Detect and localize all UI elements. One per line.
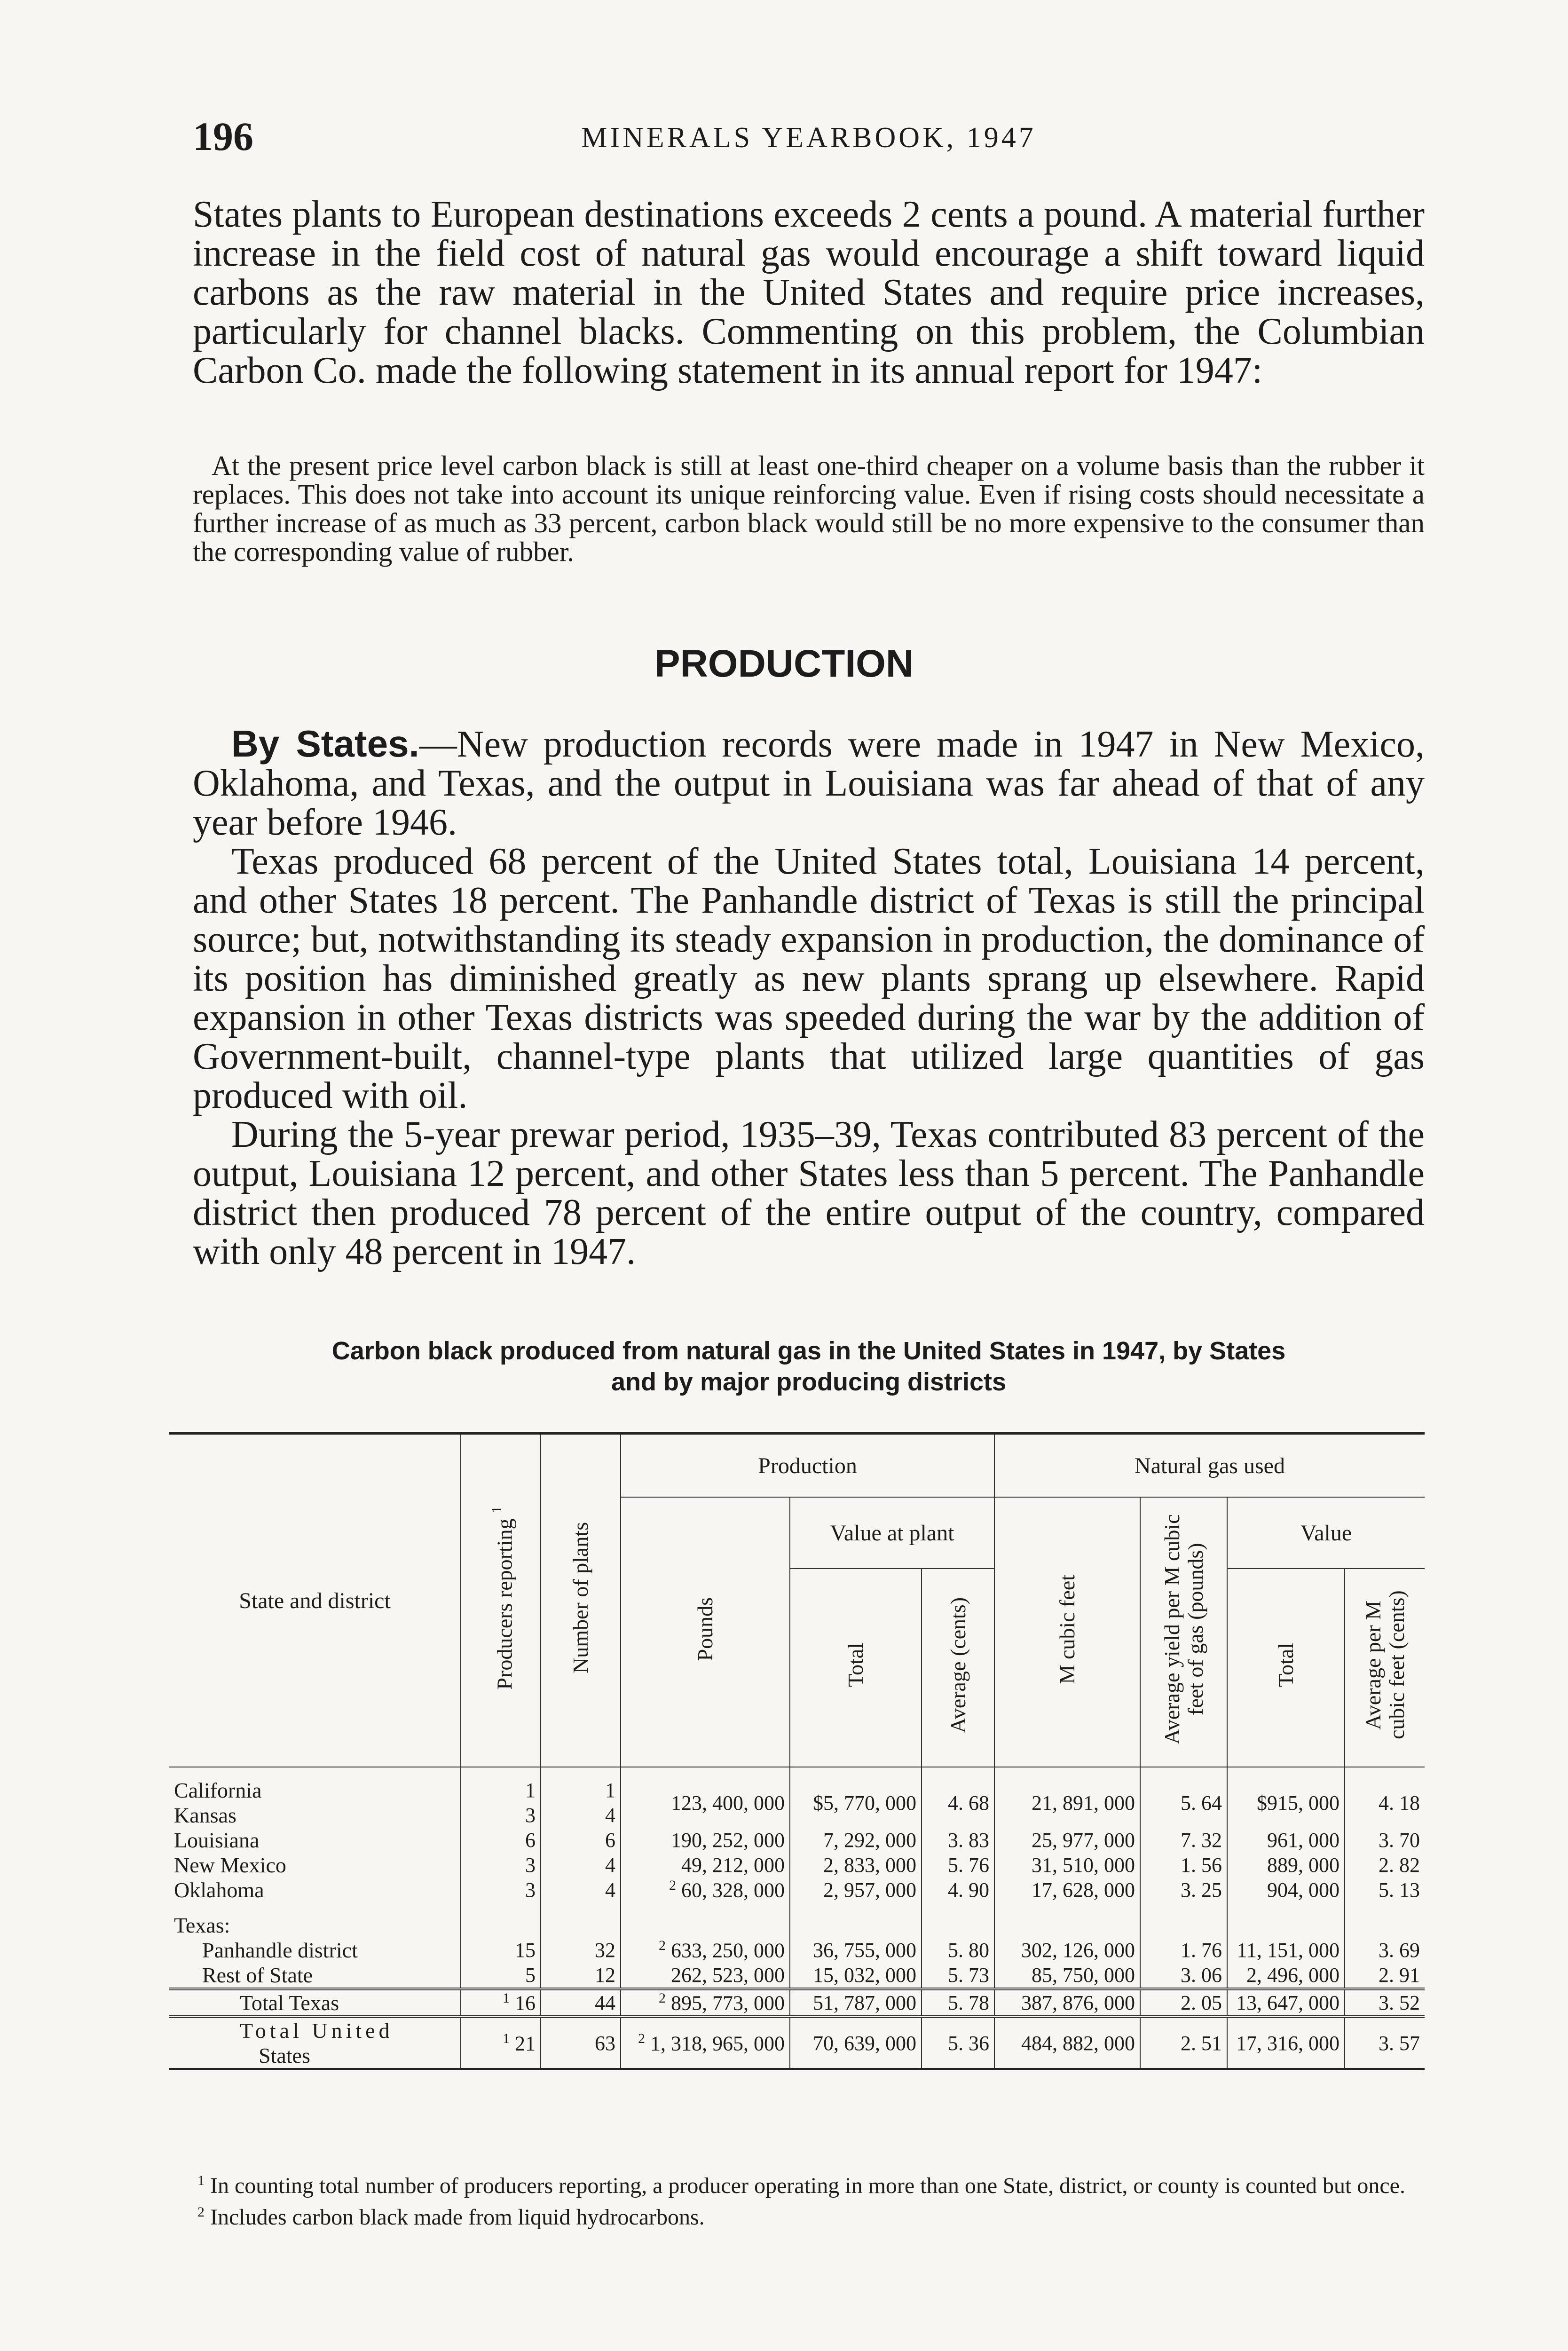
- running-head: MINERALS YEARBOOK, 1947: [581, 122, 1036, 154]
- table-row-california: California 1 1 123, 400, 000 $5, 770, 000 4. 68 21, 891, 000 5. 64 $915, 000 4. 18: [169, 1767, 1425, 1803]
- header-state-district: State and district: [169, 1433, 461, 1767]
- header-total: Total: [790, 1569, 922, 1767]
- footnote-2: $^2$ Includes carbon black made from liquid hydrocarbons.: [197, 2204, 705, 2230]
- table-row-new-mexico: New Mexico 3 4 49, 212, 000 2, 833, 000 5. 76 31, 510, 000 1. 56 889, 000 2. 82: [169, 1853, 1425, 1878]
- by-states-paragraph: By States.—New production records were made in 1947 in New Mexico, Oklahoma, and Texas, and the output in Louisiana was far ahead of that of any year before 1946.: [193, 723, 1425, 843]
- table-row-panhandle: Panhandle district 15 32 $^2$ 633, 250, 000 36, 755, 000 5. 80 302, 126, 000 1. 76 11, 151, 000 3. 69: [169, 1938, 1425, 1963]
- annual-report-quote: At the present price level carbon black is still at least one-third cheaper on a volume basis than the rubber it replaces. This does not take into account its unique reinforcing value. Even if rising costs should necessitate a further increase of as much as 33 percent, carbon black would still be no more expensive to the consumer than the corresponding value of rubber.: [193, 450, 1425, 567]
- texas-share-paragraph: Texas produced 68 percent of the United States total, Louisiana 14 percent, and other States 18 percent. The Panhandle district of Texas is still the principal source; but, notwithstanding its steady expansion in production, the dominance of its position has diminished greatly as new plants sprang up elsewhere. Rapid expansion in other Texas districts was speeded during the war by the addition of Government-built, channel-type plants that utilized large quantities of gas produced with oil.: [193, 841, 1425, 1116]
- intro-paragraph: States plants to European destinations exceeds 2 cents a pound. A material further increase in the field cost of natural gas would encourage a shift toward liquid carbons as the raw material in the United States and require price increases, particularly for channel blacks. Commenting on this problem, the Columbian Carbon Co. made the following statement in its annual report for 1947:: [193, 194, 1425, 391]
- carbon-black-table: [169, 1432, 1425, 2070]
- prewar-paragraph: During the 5-year prewar period, 1935–39, Texas contributed 83 percent of the output, Louisiana 12 percent, and other States less than 5 percent. The Panhandle district then produced 78 percent of the entire output of the country, compared with only 48 percent in 1947.: [193, 1114, 1425, 1272]
- header-production: Production: [621, 1433, 994, 1497]
- section-heading: PRODUCTION: [654, 642, 914, 685]
- table-row-total-texas: Total Texas $^1$ 16 44 $^2$ 895, 773, 000 51, 787, 000 5. 78 387, 876, 000 2. 05 13, 647, 000 3. 52: [169, 1989, 1425, 2017]
- header-producers: Producers reporting $^1$: [461, 1433, 541, 1767]
- page-header: [193, 113, 1425, 165]
- header-pounds: Pounds: [621, 1497, 790, 1767]
- header-value: Value: [1227, 1497, 1425, 1569]
- header-average-per-m: Average per M cubic feet (cents): [1345, 1569, 1425, 1767]
- header-value-total: Total: [1227, 1569, 1345, 1767]
- header-average-yield: Average yield per M cubic feet of gas (pounds): [1140, 1497, 1227, 1767]
- table-row-oklahoma: Oklahoma 3 4 $^2$ 60, 328, 000 2, 957, 000 4. 90 17, 628, 000 3. 25 904, 000 5. 13: [169, 1878, 1425, 1902]
- run-in-heading: By States.: [231, 723, 419, 765]
- header-m-cubic-feet: M cubic feet: [994, 1497, 1140, 1767]
- table-row-texas-label: Texas:: [169, 1902, 1425, 1938]
- footnote-1: $^1$ In counting total number of producers reporting, a producer operating in more than one State, district, or county is counted but once.: [197, 2173, 1405, 2198]
- table-row-total-united-states: Total United States $^1$ 21 63 $^2$ 1, 318, 965, 000 70, 639, 000 5. 36 484, 882, 000 2. 51 17, 316, 000 3. 57: [169, 2017, 1425, 2069]
- production-text: [193, 724, 1425, 1271]
- table-title: Carbon black produced from natural gas in the United States in 1947, by States and by major producing districts: [331, 1337, 1286, 1396]
- table-footnotes: [169, 2168, 1425, 2231]
- table-row-rest-of-state: Rest of State 5 12 262, 523, 000 15, 032, 000 5. 73 85, 750, 000 3. 06 2, 496, 000 2. 91: [169, 1963, 1425, 1989]
- table-row-louisiana: Louisiana 6 6 190, 252, 000 7, 292, 000 3. 83 25, 977, 000 7. 32 961, 000 3. 70: [169, 1828, 1425, 1853]
- header-natural-gas-used: Natural gas used: [994, 1433, 1425, 1497]
- header-plants: Number of plants: [541, 1433, 621, 1767]
- page-number: 196: [193, 114, 253, 159]
- header-average-cents: Average (cents): [922, 1569, 994, 1767]
- header-value-at-plant: Value at plant: [790, 1497, 994, 1569]
- cell-cal-kan-pounds: 123, 400, 000: [621, 1767, 790, 1828]
- table-row-kansas: Kansas 3 4: [169, 1803, 1425, 1828]
